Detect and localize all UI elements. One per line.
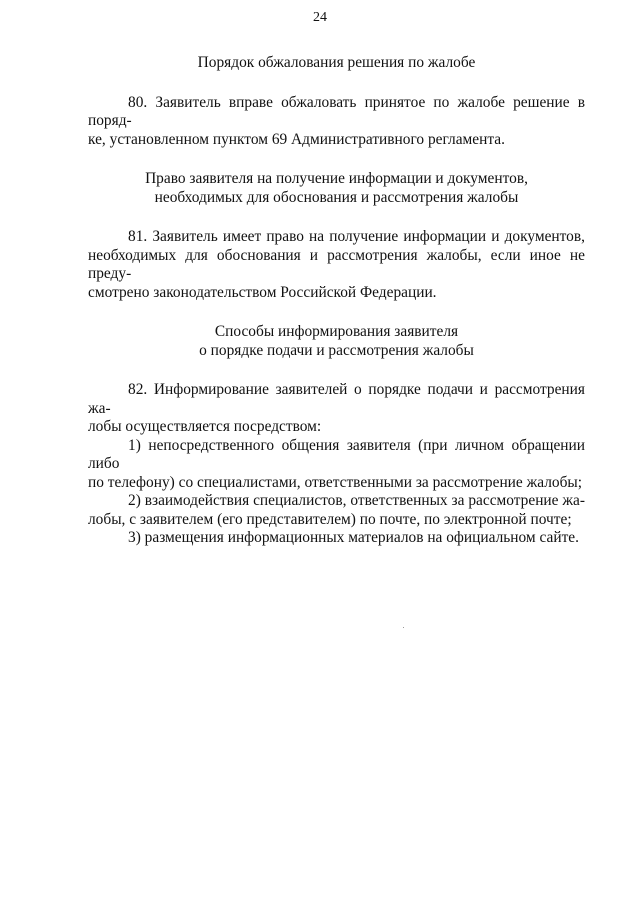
section-heading-appeal-procedure	[88, 54, 585, 73]
list-item-1	[88, 437, 585, 493]
paragraph-81	[88, 228, 585, 302]
list-item-line: 2) взаимодействия специалистов, ответственных за рассмотрение жа-	[128, 492, 585, 509]
paragraph-line: лобы осуществляется посредством:	[88, 418, 322, 435]
list-item-line: 3) размещения информационных материалов на официальном сайте.	[128, 529, 579, 546]
page-number: 24	[313, 10, 327, 25]
list-item-line: 1) непосредственного общения заявителя (при личном обращении либо	[88, 436, 585, 472]
section-heading-informing-methods	[88, 323, 585, 360]
document-body	[88, 54, 585, 548]
paragraph-line: ке, установленном пунктом 69 Административного регламента.	[88, 130, 505, 148]
paragraph-line: 81. Заявитель имеет право на получение информации и документов,	[128, 228, 585, 245]
paragraph-80	[88, 94, 585, 150]
paragraph-line: смотрено законодательством Российской Федерации.	[88, 283, 437, 301]
heading-line: о порядке подачи и рассмотрения жалобы	[199, 341, 474, 359]
list-item-2	[88, 492, 585, 529]
list-item-line: лобы, с заявителем (его представителем) по почте, по электронной почте;	[88, 510, 572, 528]
scan-speck	[403, 627, 404, 628]
heading-line: Порядок обжалования решения по жалобе	[197, 54, 476, 71]
section-heading-right-to-information	[88, 170, 585, 207]
paragraph-line: 82. Информирование заявителей о порядке подачи и рассмотрения жа-	[88, 381, 585, 417]
list-item-3	[88, 529, 585, 548]
heading-line: Способы информирования заявителя	[214, 323, 459, 340]
paragraph-line: 80. Заявитель вправе обжаловать принятое по жалобе решение в поряд-	[88, 93, 585, 129]
heading-line: Право заявителя на получение информации и документов,	[145, 170, 528, 187]
list-item-line: по телефону) со специалистами, ответственными за рассмотрение жалобы;	[88, 473, 583, 491]
paragraph-82	[88, 381, 585, 437]
paragraph-line: необходимых для обоснования и рассмотрения жалобы, если иное не преду-	[88, 246, 585, 282]
heading-line: необходимых для обоснования и рассмотрения жалобы	[154, 188, 519, 206]
